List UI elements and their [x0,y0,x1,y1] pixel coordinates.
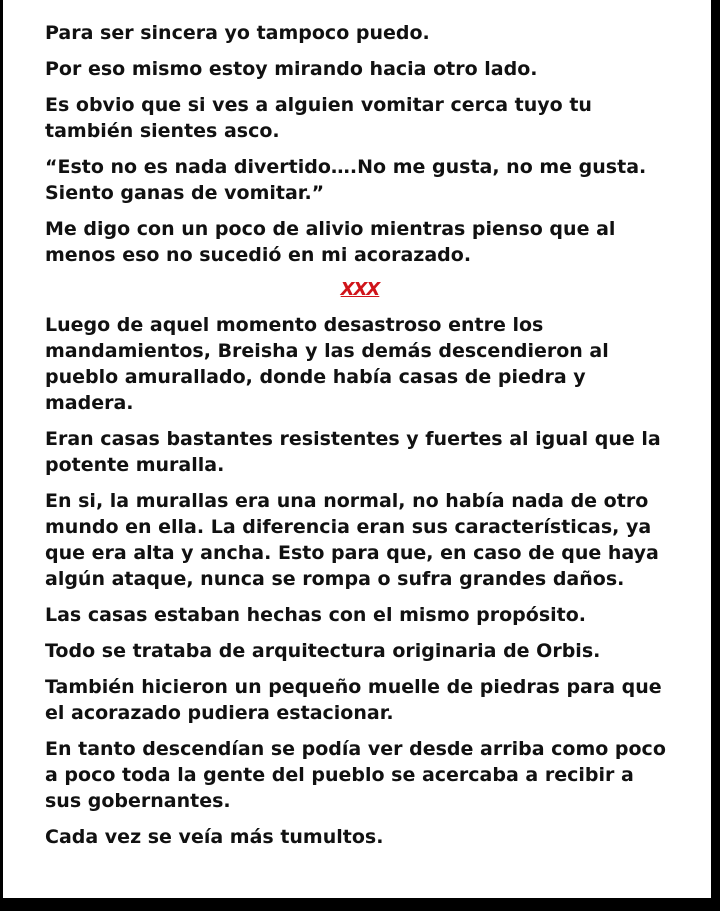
paragraph: Es obvio que si ves a alguien vomitar cerca tuyo tu también sientes asco. [45,94,592,142]
paragraph: Por eso mismo estoy mirando hacia otro lado. [45,58,538,80]
paragraph: Luego de aquel momento desastroso entre los mandamientos, Breisha y las demás descendieron al pueblo amurallado, donde había casas de piedra y madera. [45,314,609,414]
paragraph: Me digo con un poco de alivio mientras pienso que al menos eso no sucedió en mi acorazado. [45,218,616,266]
paragraph: Todo se trataba de arquitectura originaria de Orbis. [45,640,601,662]
paragraph: “Esto no es nada divertido….No me gusta, no me gusta. Siento ganas de vomitar.” [45,156,647,204]
text-body [45,20,675,860]
paragraph: En tanto descendían se podía ver desde arriba como poco a poco toda la gente del pueblo se acercaba a recibir a sus gobernantes. [45,738,666,812]
paragraph: En si, la murallas era una normal, no había nada de otro mundo en ella. La diferencia eran sus características, ya que era alta y ancha. Esto para que, en caso de que haya algún ataque, nunca se rompa o sufra grandes daños. [45,490,659,590]
paragraph: Eran casas bastantes resistentes y fuertes al igual que la potente muralla. [45,428,661,476]
document-page [3,0,713,898]
paragraph: Para ser sincera yo tampoco puedo. [45,22,430,44]
paragraph: Cada vez se veía más tumultos. [45,826,384,848]
section-separator: XXX [340,279,380,300]
paragraph: Las casas estaban hechas con el mismo propósito. [45,604,587,626]
paragraph: También hicieron un pequeño muelle de piedras para que el acorazado pudiera estacionar. [45,676,662,724]
